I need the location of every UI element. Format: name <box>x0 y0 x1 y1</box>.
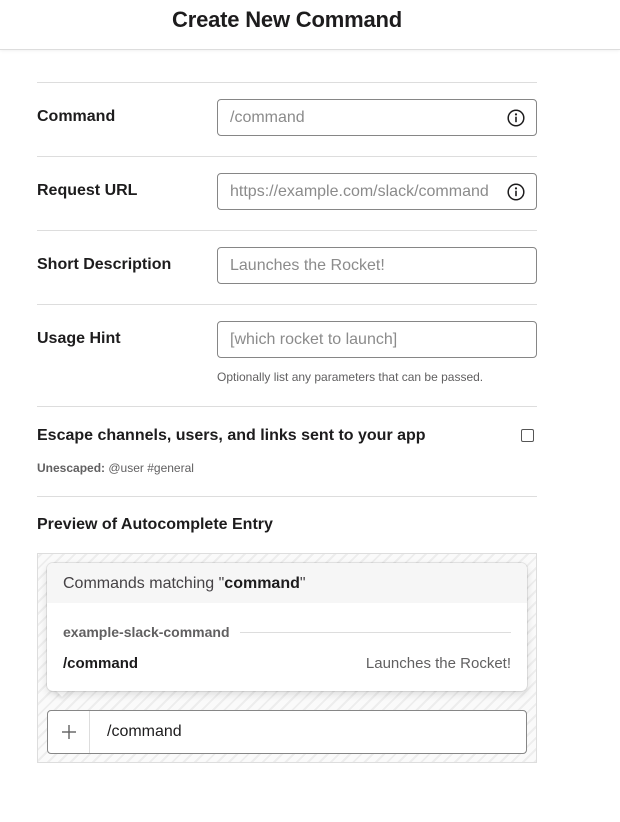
request-url-label: Request URL <box>37 182 138 199</box>
preview-row <box>37 496 537 556</box>
message-composer <box>47 710 527 754</box>
request-url-row <box>37 156 537 230</box>
usage-hint-row <box>37 304 537 406</box>
autocomplete-preview <box>37 553 537 763</box>
usage-hint-help-text: Optionally list any parameters that can be passed. <box>217 370 484 384</box>
short-description-row <box>37 230 537 304</box>
popup-header <box>47 563 527 603</box>
preview-title: Preview of Autocomplete Entry <box>37 516 273 533</box>
usage-hint-field <box>217 321 537 358</box>
request-url-field <box>217 173 537 210</box>
command-input[interactable] <box>218 100 536 135</box>
preview-command: /command <box>63 655 139 672</box>
escape-label: Escape channels, users, and links sent to your app <box>37 427 426 444</box>
page-title: Create New Command <box>172 7 402 32</box>
plus-button[interactable] <box>48 711 90 753</box>
unescaped-value: @user #general <box>108 461 194 475</box>
preview-description: Launches the Rocket! <box>365 655 511 672</box>
short-description-field <box>217 247 537 284</box>
app-name: example-slack-command <box>63 624 240 640</box>
info-icon[interactable] <box>507 183 525 201</box>
command-label: Command <box>37 108 116 125</box>
short-description-label: Short Description <box>37 256 172 273</box>
composer-input[interactable]: /command <box>107 723 182 740</box>
matching-term: command <box>224 575 300 592</box>
usage-hint-label: Usage Hint <box>37 330 121 347</box>
escape-row <box>37 406 537 496</box>
page-header <box>0 0 620 50</box>
plus-icon <box>61 724 77 740</box>
command-form <box>37 82 537 556</box>
unescaped-example <box>37 461 194 475</box>
command-row <box>37 82 537 156</box>
usage-hint-input[interactable] <box>218 322 536 357</box>
unescaped-label: Unescaped: <box>37 461 106 475</box>
command-field <box>217 99 537 136</box>
escape-checkbox[interactable] <box>521 429 534 442</box>
info-icon[interactable] <box>507 109 525 127</box>
autocomplete-popup <box>47 563 527 691</box>
short-description-input[interactable] <box>218 248 536 283</box>
matching-prefix: Commands matching " <box>63 575 225 592</box>
matching-suffix: " <box>299 575 306 592</box>
request-url-input[interactable] <box>218 174 536 209</box>
